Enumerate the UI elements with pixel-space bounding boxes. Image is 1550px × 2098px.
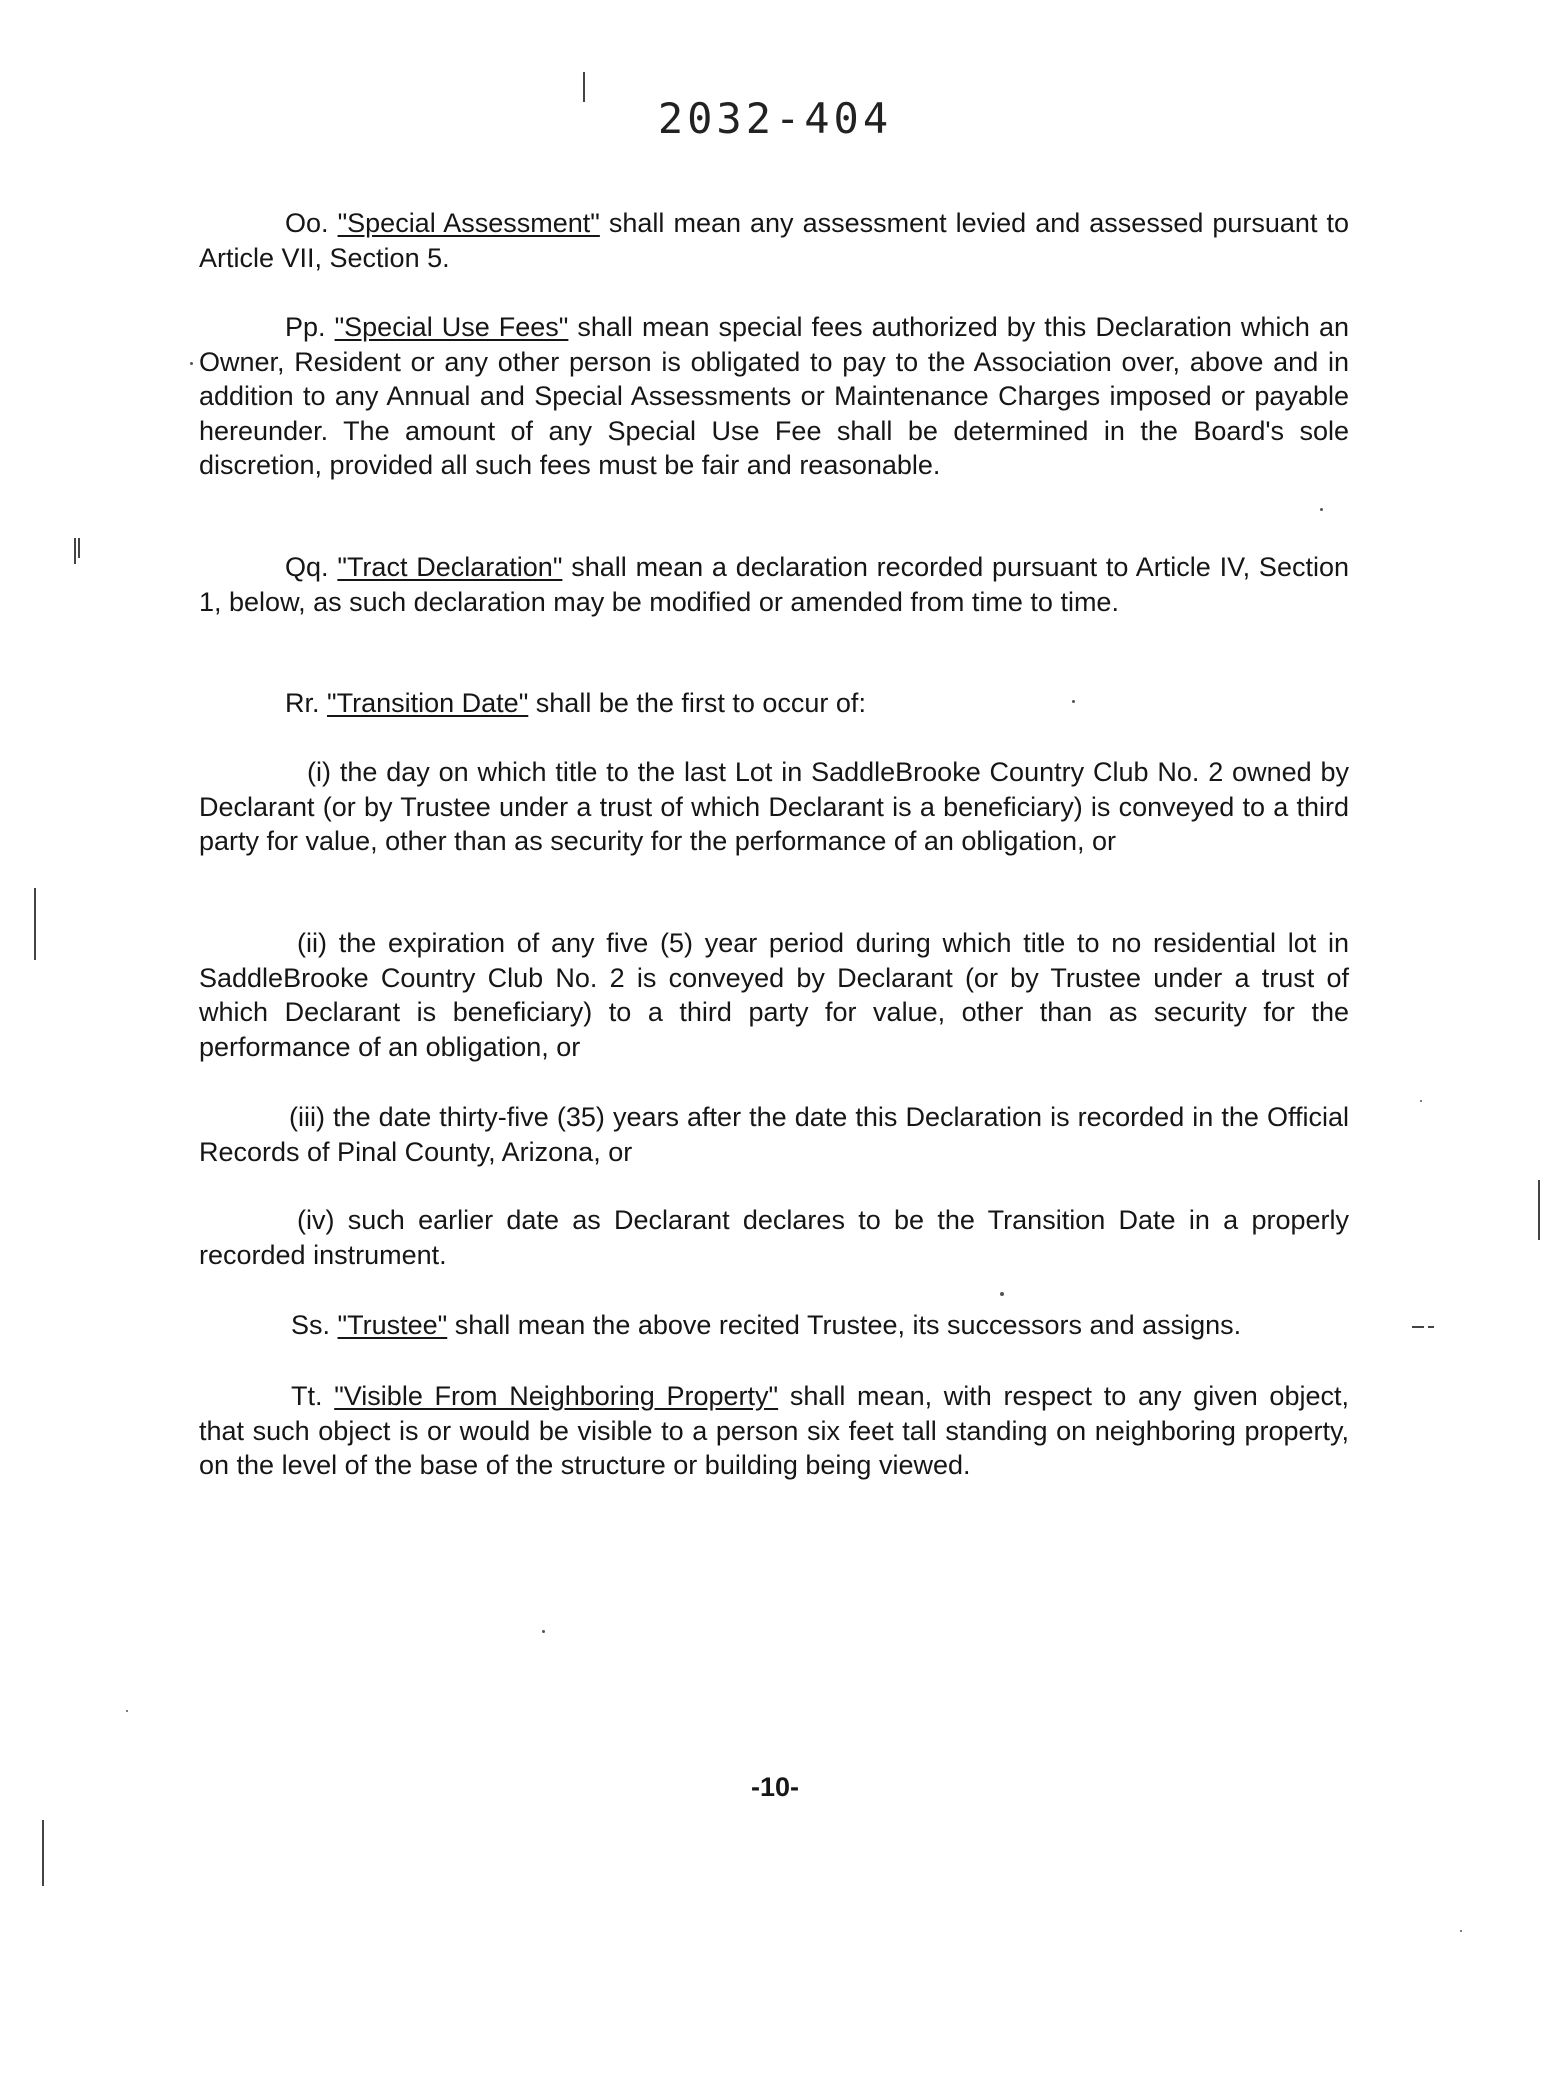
scan-artifact-line bbox=[42, 1820, 44, 1886]
defined-term: "Tract Declaration" bbox=[337, 552, 563, 582]
definition-label: Rr. bbox=[285, 688, 320, 718]
definition-text: shall mean, with respect to any given object, that such object is or would be visible to a person six feet tall standing on neighboring property, on the level of the base of the structure or building being viewed. bbox=[199, 1381, 1349, 1480]
clause-label: (iv) bbox=[297, 1205, 335, 1235]
scan-artifact-speck bbox=[1000, 1292, 1004, 1296]
definition-label: Ss. bbox=[291, 1310, 331, 1340]
definition-text: shall mean special fees authorized by this Declaration which an Owner, Resident or any other person is obligated to pay to the Association over, above and in addition to any Annual and Special Assessments or Maintenance Charges imposed or payable hereunder. The amount of any Special Use Fee shall be determined in the Board's sole discretion, provided all such fees must be fair and reasonable. bbox=[199, 312, 1349, 480]
definition-trustee bbox=[199, 1308, 1349, 1343]
scan-artifact-line bbox=[74, 538, 76, 564]
definition-special-use-fees bbox=[199, 310, 1349, 483]
scan-artifact-speck bbox=[542, 1630, 545, 1633]
defined-term: "Trustee" bbox=[337, 1310, 448, 1340]
definition-text: shall mean any assessment levied and assessed pursuant to Article VII, Section 5. bbox=[199, 208, 1349, 273]
scan-artifact-line bbox=[1412, 1326, 1424, 1328]
definition-label: Pp. bbox=[285, 312, 326, 342]
definition-transition-date bbox=[199, 686, 1349, 721]
definition-text: shall mean a declaration recorded pursuant to Article IV, Section 1, below, as such declaration may be modified or amended from time to time. bbox=[199, 552, 1349, 617]
definition-special-assessment bbox=[199, 206, 1349, 275]
definition-tract-declaration bbox=[199, 550, 1349, 619]
scan-artifact-line bbox=[1428, 1326, 1434, 1328]
clause-label: (iii) bbox=[289, 1102, 325, 1132]
scan-artifact-line bbox=[34, 888, 36, 960]
book-page-number: 2032-404 bbox=[657, 94, 893, 143]
definition-label: Qq. bbox=[285, 552, 329, 582]
scan-artifact-speck bbox=[1320, 508, 1323, 511]
transition-date-clause-ii bbox=[199, 926, 1349, 1064]
scan-artifact-speck bbox=[126, 1710, 128, 1712]
clause-text: the date thirty-five (35) years after the date this Declaration is recorded in the Official Records of Pinal County, Arizona, or bbox=[199, 1102, 1349, 1167]
clause-text: such earlier date as Declarant declares to be the Transition Date in a properly recorded instrument. bbox=[199, 1205, 1349, 1270]
defined-term: "Special Use Fees" bbox=[334, 312, 569, 342]
transition-date-clause-iii bbox=[199, 1100, 1349, 1169]
clause-text: the expiration of any five (5) year period during which title to no residential lot in SaddleBrooke Country Club No. 2 is conveyed by Declarant (or by Trustee under a trust of which Declarant is beneficiary) to a third party for value, other than as security for the performance of an obligation, or bbox=[199, 928, 1349, 1062]
clause-label: (ii) bbox=[297, 928, 327, 958]
definition-text: shall be the first to occur of: bbox=[528, 688, 866, 718]
defined-term: "Special Assessment" bbox=[337, 208, 600, 238]
clause-text: the day on which title to the last Lot in SaddleBrooke Country Club No. 2 owned by Declarant (or by Trustee under a trust of which Declarant is a beneficiary) is conveyed to a third party for value, other than as security for the performance of an obligation, or bbox=[199, 757, 1349, 856]
defined-term: "Visible From Neighboring Property" bbox=[334, 1381, 779, 1411]
page-number: -10- bbox=[750, 1772, 799, 1802]
scan-artifact-line bbox=[583, 72, 585, 102]
scan-artifact-speck bbox=[190, 362, 193, 365]
scan-artifact-line bbox=[1538, 1180, 1540, 1240]
definition-label: Oo. bbox=[285, 208, 329, 238]
transition-date-clause-iv bbox=[199, 1203, 1349, 1272]
definition-visible-from-neighboring-property bbox=[199, 1379, 1349, 1483]
definition-text: shall mean the above recited Trustee, its successors and assigns. bbox=[447, 1310, 1242, 1340]
scan-artifact-speck bbox=[1072, 700, 1075, 703]
defined-term: "Transition Date" bbox=[327, 688, 529, 718]
clause-label: (i) bbox=[307, 757, 331, 787]
definition-label: Tt. bbox=[291, 1381, 323, 1411]
scan-artifact-speck bbox=[1460, 1930, 1462, 1932]
scan-artifact-line bbox=[78, 538, 80, 558]
transition-date-clause-i bbox=[199, 755, 1349, 859]
scan-artifact-speck bbox=[1420, 1100, 1422, 1102]
